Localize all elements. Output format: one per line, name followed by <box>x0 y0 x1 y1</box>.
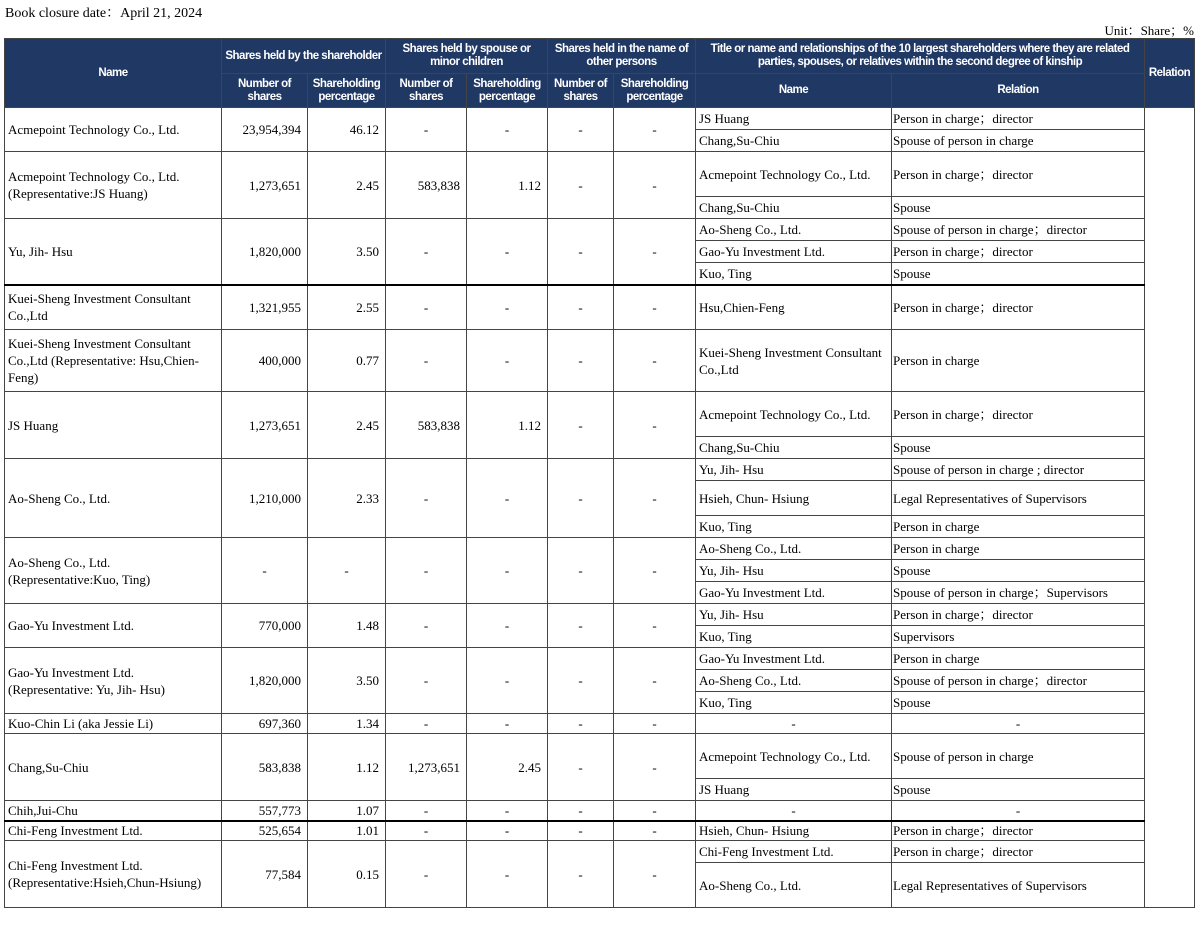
other-shares: - <box>548 648 614 714</box>
related-relation: Spouse <box>892 692 1145 714</box>
spouse-pct: - <box>467 604 548 648</box>
other-pct: - <box>614 108 696 152</box>
related-relation: Spouse of person in charge；director <box>892 670 1145 692</box>
other-shares: - <box>548 108 614 152</box>
shares-held: 1,273,651 <box>222 152 308 219</box>
shares-held: 697,360 <box>222 714 308 734</box>
shareholder-name: Acmepoint Technology Co., Ltd. (Representative:JS Huang) <box>5 152 222 219</box>
relation-column <box>1145 108 1195 908</box>
table-row <box>5 219 1195 241</box>
table-row <box>5 538 1195 560</box>
other-shares: - <box>548 801 614 821</box>
spouse-shares: - <box>386 714 467 734</box>
related-relation: - <box>892 801 1145 821</box>
other-shares: - <box>548 734 614 801</box>
shareholding-pct: 1.12 <box>308 734 386 801</box>
shareholding-pct: 46.12 <box>308 108 386 152</box>
shareholder-name: Chang,Su-Chiu <box>5 734 222 801</box>
related-relation: Spouse <box>892 263 1145 285</box>
related-name: Kuo, Ting <box>696 516 892 538</box>
spouse-shares: 1,273,651 <box>386 734 467 801</box>
subheader-num-shares: Number of shares <box>386 74 467 108</box>
related-name: Yu, Jih- Hsu <box>696 560 892 582</box>
book-closure-date: Book closure date：April 21, 2024 <box>5 6 203 21</box>
spouse-shares: - <box>386 604 467 648</box>
related-relation: Person in charge <box>892 538 1145 560</box>
table-row <box>5 604 1195 626</box>
other-shares: - <box>548 538 614 604</box>
related-name: JS Huang <box>696 108 892 130</box>
related-name: - <box>696 801 892 821</box>
shareholding-pct: 2.45 <box>308 152 386 219</box>
spouse-shares: - <box>386 841 467 908</box>
other-pct: - <box>614 219 696 285</box>
related-relation: Person in charge；director <box>892 821 1145 841</box>
related-name: Kuo, Ting <box>696 626 892 648</box>
related-name: Chang,Su-Chiu <box>696 197 892 219</box>
related-relation: Person in charge；director <box>892 152 1145 197</box>
shareholder-name: JS Huang <box>5 392 222 459</box>
spouse-shares: 583,838 <box>386 152 467 219</box>
header-held-by-shareholder: Shares held by the shareholder <box>222 39 386 74</box>
shares-held: 77,584 <box>222 841 308 908</box>
related-name: Yu, Jih- Hsu <box>696 459 892 481</box>
shareholder-name: Kuei-Sheng Investment Consultant Co.,Ltd <box>5 285 222 330</box>
related-name: Ao-Sheng Co., Ltd. <box>696 219 892 241</box>
header-top10: Title or name and relationships of the 10 largest shareholders where they are related parties, spouses, or relatives within the second degree of kinship <box>696 39 1145 74</box>
spouse-shares: - <box>386 330 467 392</box>
related-relation: Person in charge <box>892 330 1145 392</box>
header-held-by-spouse: Shares held by spouse or minor children <box>386 39 548 74</box>
related-name: Kuo, Ting <box>696 692 892 714</box>
other-pct: - <box>614 841 696 908</box>
table-row <box>5 108 1195 130</box>
related-relation: Person in charge；director <box>892 285 1145 330</box>
other-pct: - <box>614 604 696 648</box>
related-name: Ao-Sheng Co., Ltd. <box>696 538 892 560</box>
spouse-pct: - <box>467 801 548 821</box>
related-name: Gao-Yu Investment Ltd. <box>696 241 892 263</box>
related-name: Chi-Feng Investment Ltd. <box>696 841 892 863</box>
subheader-related-name: Name <box>696 74 892 108</box>
shareholding-pct: 1.07 <box>308 801 386 821</box>
other-pct: - <box>614 152 696 219</box>
shareholding-pct: 3.50 <box>308 648 386 714</box>
spouse-shares: - <box>386 219 467 285</box>
related-relation: Person in charge；director <box>892 841 1145 863</box>
table-row <box>5 648 1195 670</box>
related-relation: Legal Representatives of Supervisors <box>892 481 1145 516</box>
shareholder-name: Chi-Feng Investment Ltd. (Representative:Hsieh,Chun-Hsiung) <box>5 841 222 908</box>
shareholding-pct: 0.15 <box>308 841 386 908</box>
related-relation: Spouse <box>892 779 1145 801</box>
other-pct: - <box>614 285 696 330</box>
other-shares: - <box>548 714 614 734</box>
related-name: JS Huang <box>696 779 892 801</box>
related-relation: Person in charge；director <box>892 604 1145 626</box>
related-name: Kuo, Ting <box>696 263 892 285</box>
related-relation: Person in charge；director <box>892 392 1145 437</box>
other-shares: - <box>548 330 614 392</box>
other-pct: - <box>614 714 696 734</box>
shareholding-pct: 2.33 <box>308 459 386 538</box>
shareholding-pct: 3.50 <box>308 219 386 285</box>
spouse-pct: - <box>467 714 548 734</box>
table-row <box>5 392 1195 437</box>
header-held-other: Shares held in the name of other persons <box>548 39 696 74</box>
other-pct: - <box>614 648 696 714</box>
spouse-pct: - <box>467 538 548 604</box>
related-name: Gao-Yu Investment Ltd. <box>696 648 892 670</box>
shareholding-pct: 1.34 <box>308 714 386 734</box>
shareholding-pct: 2.55 <box>308 285 386 330</box>
subheader-pct: Shareholding percentage <box>308 74 386 108</box>
other-pct: - <box>614 538 696 604</box>
spouse-pct: - <box>467 459 548 538</box>
spouse-pct: 1.12 <box>467 152 548 219</box>
subheader-num-shares: Number of shares <box>548 74 614 108</box>
related-name: Yu, Jih- Hsu <box>696 604 892 626</box>
table-row <box>5 714 1195 734</box>
shares-held: 1,273,651 <box>222 392 308 459</box>
spouse-shares: - <box>386 821 467 841</box>
subheader-related-relation: Relation <box>892 74 1145 108</box>
shares-held: 1,820,000 <box>222 219 308 285</box>
related-relation: Legal Representatives of Supervisors <box>892 863 1145 908</box>
other-pct: - <box>614 734 696 801</box>
other-shares: - <box>548 459 614 538</box>
related-relation: Spouse of person in charge；director <box>892 219 1145 241</box>
table-row <box>5 801 1195 821</box>
shareholding-pct: 2.45 <box>308 392 386 459</box>
related-relation: - <box>892 714 1145 734</box>
unit-label: Unit：Share；% <box>1104 23 1194 38</box>
table-row <box>5 821 1195 841</box>
related-name: Kuei-Sheng Investment Consultant Co.,Ltd <box>696 330 892 392</box>
spouse-shares: 583,838 <box>386 392 467 459</box>
spouse-pct: - <box>467 648 548 714</box>
related-relation: Spouse of person in charge；Supervisors <box>892 582 1145 604</box>
table-row <box>5 152 1195 197</box>
related-name: Acmepoint Technology Co., Ltd. <box>696 734 892 779</box>
related-relation: Person in charge <box>892 516 1145 538</box>
spouse-shares: - <box>386 648 467 714</box>
shareholding-pct: 1.48 <box>308 604 386 648</box>
spouse-shares: - <box>386 538 467 604</box>
shareholder-name: Kuei-Sheng Investment Consultant Co.,Ltd (Representative: Hsu,Chien-Feng) <box>5 330 222 392</box>
other-pct: - <box>614 821 696 841</box>
spouse-shares: - <box>386 108 467 152</box>
shareholder-name: Chih,Jui-Chu <box>5 801 222 821</box>
header-relation: Relation <box>1145 39 1195 108</box>
spouse-shares: - <box>386 801 467 821</box>
shares-held: 525,654 <box>222 821 308 841</box>
shareholder-name: Chi-Feng Investment Ltd. <box>5 821 222 841</box>
table-row <box>5 285 1195 330</box>
shareholder-table <box>4 38 1195 908</box>
related-relation: Person in charge；director <box>892 108 1145 130</box>
shareholder-name: Ao-Sheng Co., Ltd. <box>5 459 222 538</box>
other-shares: - <box>548 604 614 648</box>
shareholder-name: Yu, Jih- Hsu <box>5 219 222 285</box>
shares-held: 583,838 <box>222 734 308 801</box>
related-relation: Spouse <box>892 197 1145 219</box>
other-pct: - <box>614 330 696 392</box>
related-relation: Person in charge <box>892 648 1145 670</box>
related-name: Ao-Sheng Co., Ltd. <box>696 670 892 692</box>
shareholding-pct: 1.01 <box>308 821 386 841</box>
shares-held: 557,773 <box>222 801 308 821</box>
related-name: - <box>696 714 892 734</box>
spouse-shares: - <box>386 285 467 330</box>
shareholder-name: Acmepoint Technology Co., Ltd. <box>5 108 222 152</box>
related-name: Hsieh, Chun- Hsiung <box>696 821 892 841</box>
related-name: Chang,Su-Chiu <box>696 130 892 152</box>
shareholder-name: Gao-Yu Investment Ltd. (Representative: Yu, Jih- Hsu) <box>5 648 222 714</box>
shares-held: 23,954,394 <box>222 108 308 152</box>
spouse-pct: 2.45 <box>467 734 548 801</box>
header-name: Name <box>5 39 222 108</box>
shareholding-pct: 0.77 <box>308 330 386 392</box>
related-name: Hsu,Chien-Feng <box>696 285 892 330</box>
related-name: Acmepoint Technology Co., Ltd. <box>696 152 892 197</box>
related-relation: Spouse of person in charge ; director <box>892 459 1145 481</box>
other-shares: - <box>548 219 614 285</box>
shares-held: 770,000 <box>222 604 308 648</box>
other-pct: - <box>614 801 696 821</box>
table-row <box>5 330 1195 392</box>
spouse-pct: - <box>467 821 548 841</box>
shareholder-name: Gao-Yu Investment Ltd. <box>5 604 222 648</box>
spouse-pct: 1.12 <box>467 392 548 459</box>
other-shares: - <box>548 841 614 908</box>
spouse-pct: - <box>467 285 548 330</box>
other-shares: - <box>548 392 614 459</box>
related-name: Chang,Su-Chiu <box>696 437 892 459</box>
related-name: Hsieh, Chun- Hsiung <box>696 481 892 516</box>
subheader-num-shares: Number of shares <box>222 74 308 108</box>
subheader-pct: Shareholding percentage <box>467 74 548 108</box>
related-relation: Spouse of person in charge <box>892 734 1145 779</box>
table-row <box>5 841 1195 863</box>
related-relation: Supervisors <box>892 626 1145 648</box>
related-relation: Spouse <box>892 437 1145 459</box>
related-relation: Spouse <box>892 560 1145 582</box>
related-name: Gao-Yu Investment Ltd. <box>696 582 892 604</box>
table-row <box>5 734 1195 779</box>
subheader-pct: Shareholding percentage <box>614 74 696 108</box>
shares-held: 1,820,000 <box>222 648 308 714</box>
table-row <box>5 459 1195 481</box>
spouse-pct: - <box>467 219 548 285</box>
other-pct: - <box>614 459 696 538</box>
related-name: Acmepoint Technology Co., Ltd. <box>696 392 892 437</box>
other-shares: - <box>548 821 614 841</box>
related-relation: Person in charge；director <box>892 241 1145 263</box>
other-shares: - <box>548 152 614 219</box>
shareholder-name: Kuo-Chin Li (aka Jessie Li) <box>5 714 222 734</box>
shares-held: 1,321,955 <box>222 285 308 330</box>
other-shares: - <box>548 285 614 330</box>
spouse-pct: - <box>467 330 548 392</box>
shares-held: 1,210,000 <box>222 459 308 538</box>
spouse-pct: - <box>467 108 548 152</box>
spouse-pct: - <box>467 841 548 908</box>
shareholder-name: Ao-Sheng Co., Ltd. (Representative:Kuo, Ting) <box>5 538 222 604</box>
spouse-shares: - <box>386 459 467 538</box>
related-name: Ao-Sheng Co., Ltd. <box>696 863 892 908</box>
shares-held: 400,000 <box>222 330 308 392</box>
other-pct: - <box>614 392 696 459</box>
shares-held: - <box>222 538 308 604</box>
related-relation: Spouse of person in charge <box>892 130 1145 152</box>
shareholding-pct: - <box>308 538 386 604</box>
